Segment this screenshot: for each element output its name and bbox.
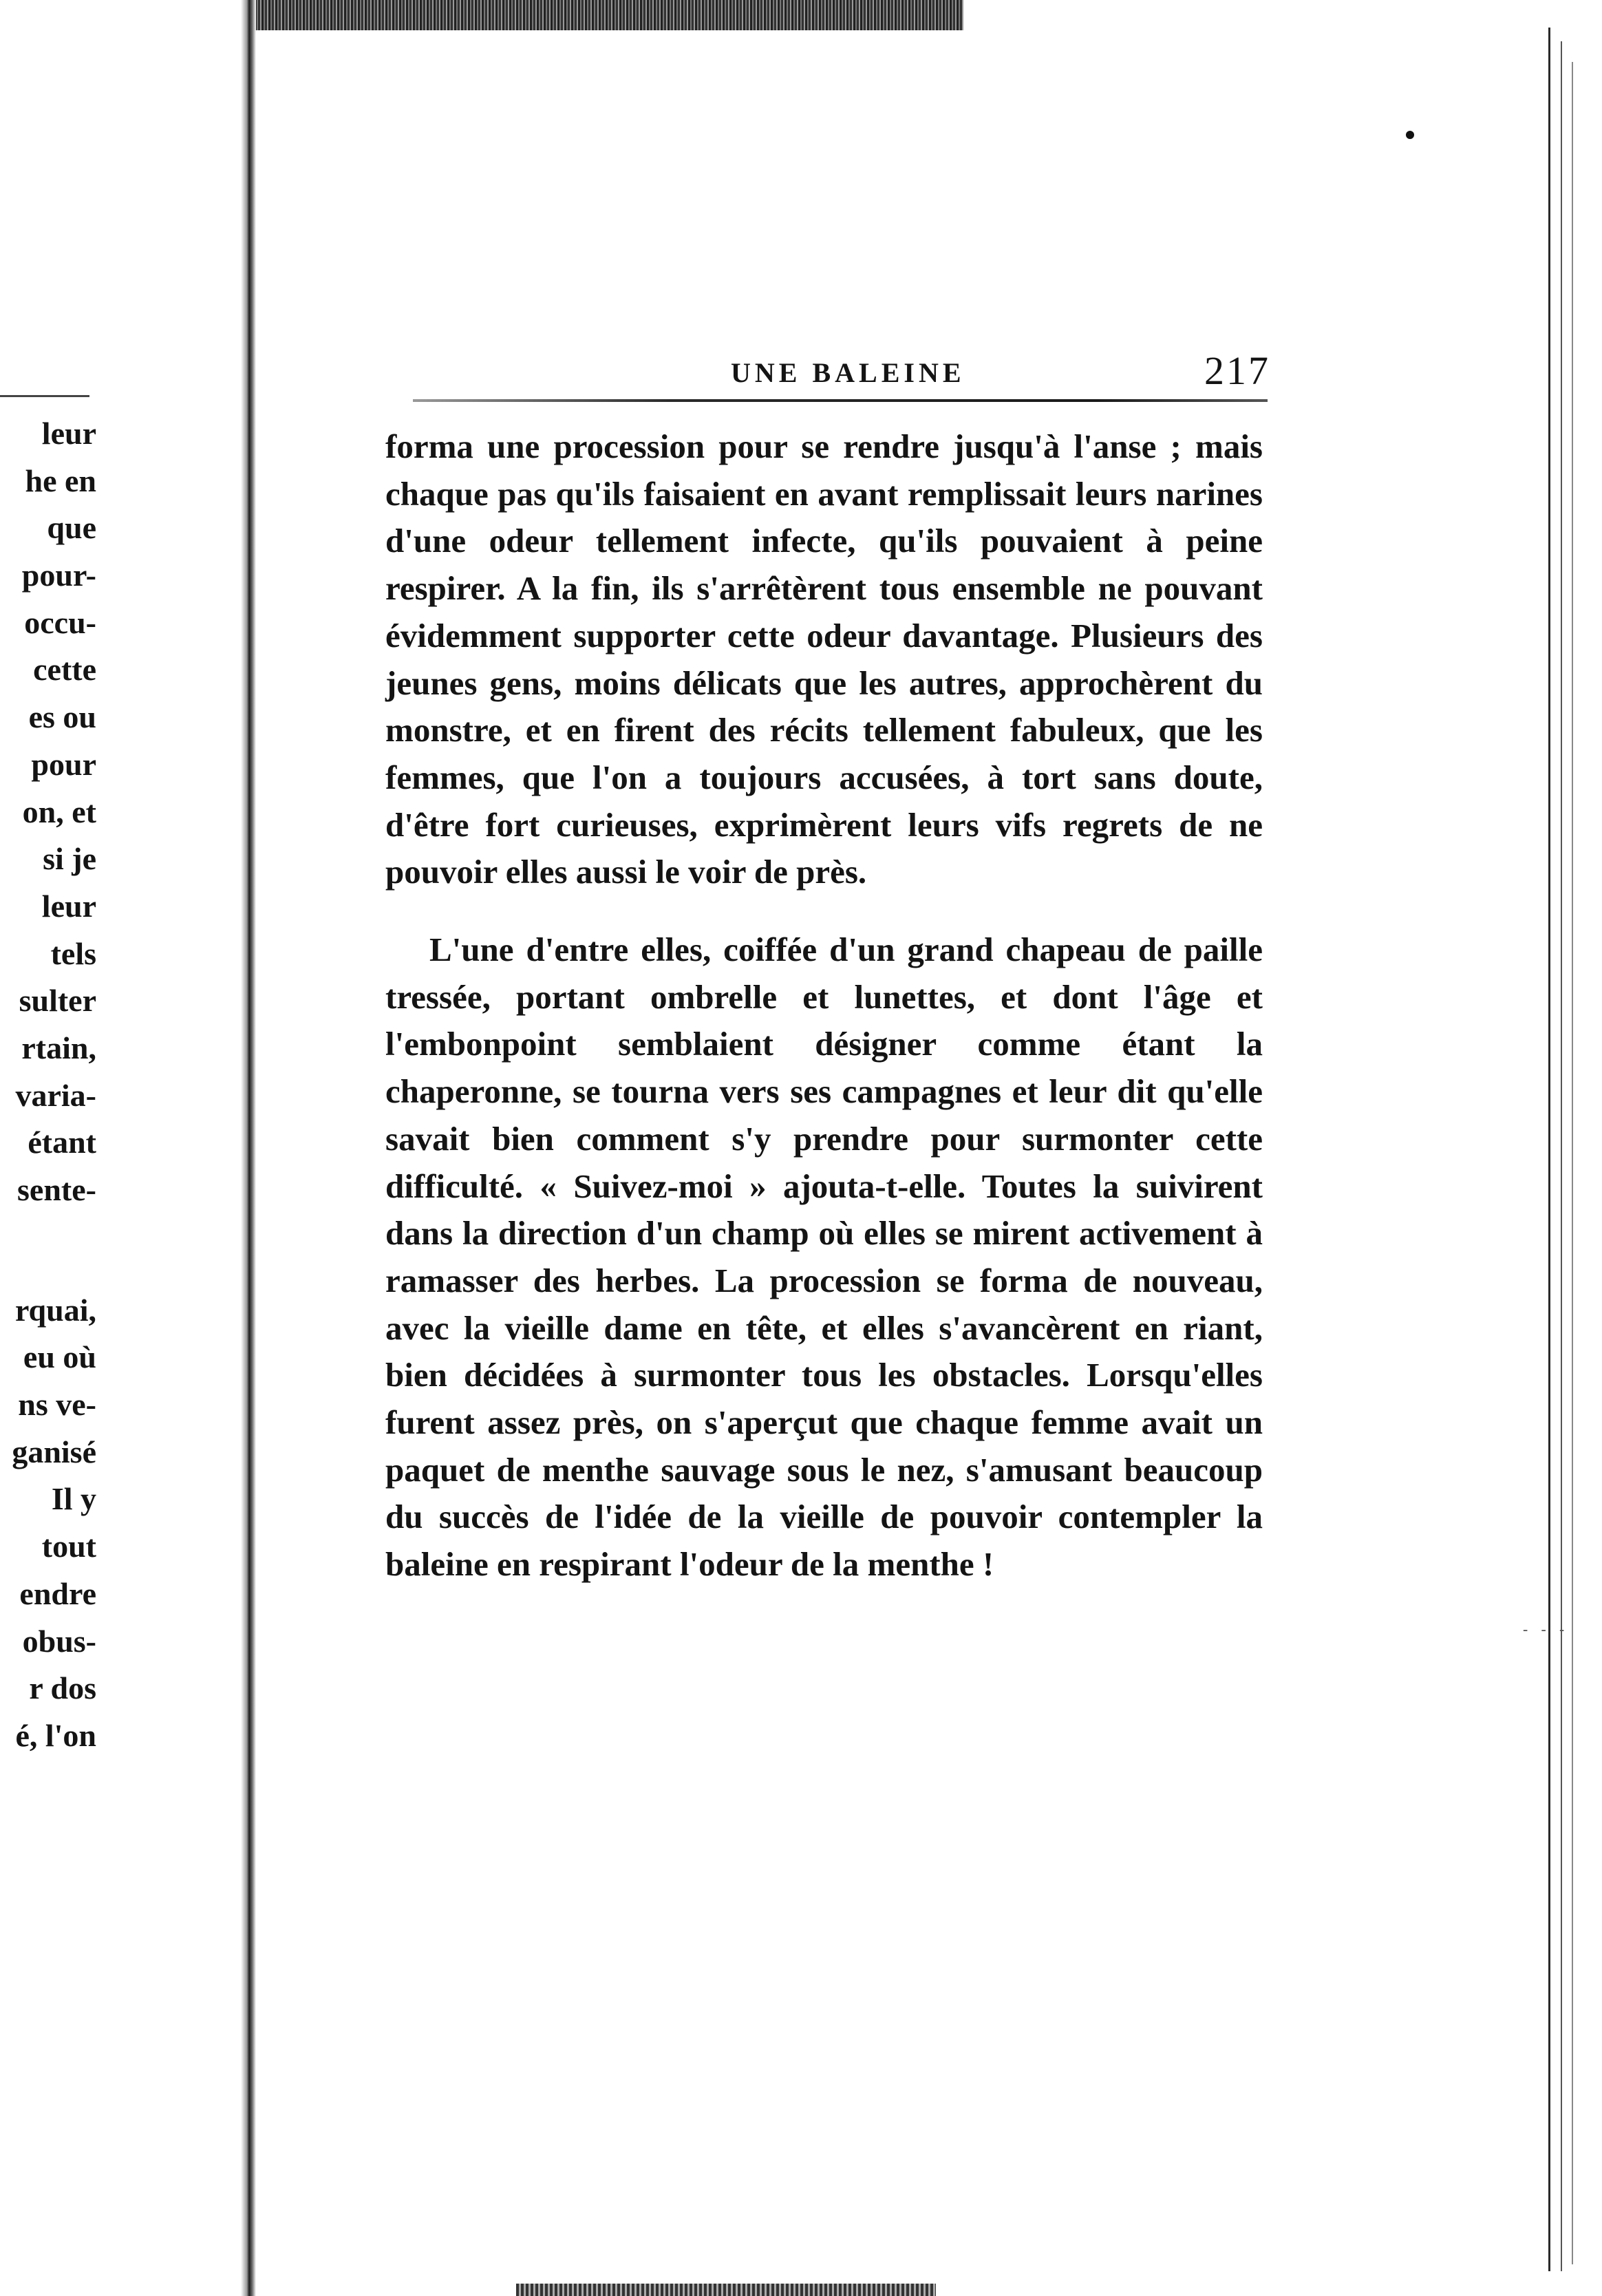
- page-edge-line: [1572, 62, 1573, 2264]
- left-line-fragment: varia-: [15, 1077, 96, 1113]
- left-line-fragment: endre: [19, 1575, 96, 1611]
- book-fold-gutter: [241, 0, 256, 2296]
- left-line-fragment: obus-: [22, 1623, 96, 1659]
- left-line-fragment: pour-: [21, 557, 96, 593]
- left-line-fragment: eu où: [23, 1339, 96, 1375]
- left-page-fragments: [0, 410, 96, 1760]
- running-head: UNE BALEINE: [731, 357, 965, 388]
- left-line-fragment: on, et: [22, 794, 96, 829]
- left-line-fragment: rquai,: [14, 1292, 96, 1328]
- left-line-fragment: sente-: [17, 1172, 96, 1207]
- left-line-fragment: ganisé: [12, 1434, 96, 1469]
- left-line-fragment: ns ve-: [18, 1387, 96, 1423]
- margin-marks: - - -: [1521, 1622, 1567, 1639]
- left-line-fragment: sulter: [19, 983, 96, 1019]
- left-paragraph-gap: [0, 1214, 96, 1287]
- ink-speck: [1406, 131, 1414, 139]
- paragraph: L'une d'entre elles, coiffée d'un grand chapeau de paille tressée, portant ombrelle et lunettes, et dont l'âge et l'embonpoint semblaient désigner comme étant la chaperonne, se tourna vers ses campagnes et leur dit qu'elle savait bien comment s'y prendre pour surmonter cette difficulté. « Suivez-moi » ajouta-t-elle. Toutes la suivirent dans la direction d'un champ où elles se mirent activement à ramasser des herbes. La procession se forma de nouveau, avec la vieille dame en tête, et elles s'avancèrent en riant, bien décidées à surmonter tous les obstacles. Lorsqu'elles furent assez près, on s'aperçut que chaque femme avait un paquet de menthe sauvage sous le nez, s'amusant beaucoup du succès de l'idée de la vieille de pouvoir contempler la baleine en respirant l'odeur de la menthe !: [385, 931, 1263, 1584]
- left-line-fragment: he en: [25, 463, 96, 498]
- page-body: [385, 423, 1263, 1588]
- scan-edge-top: [255, 0, 963, 30]
- page-edge-line: [1548, 28, 1550, 2271]
- left-line-fragment: si je: [43, 841, 96, 877]
- left-line-fragment: é, l'on: [15, 1717, 96, 1753]
- page-edge-line: [1561, 41, 1562, 2271]
- left-line-fragment: rtain,: [21, 1030, 96, 1065]
- paragraph: forma une procession pour se rendre jusqu'à l'anse ; mais chaque pas qu'ils faisaient en avant remplissait leurs narines d'une odeur tellement infecte, qu'ils pouvaient à peine respirer. A la fin, ils s'arrêtèrent tous ensemble ne pouvant évidemment supporter cette odeur davantage. Plusieurs des jeunes gens, moins délicats que les autres, approchèrent du monstre, et en firent des récits tellement fabuleux, que les femmes, que l'on a toujours accusées, à tort sans doute, d'être fort curieuses, exprimèrent leurs vifs regrets de ne pouvoir elles aussi le voir de près.: [385, 427, 1263, 891]
- scan-edge-bottom: [516, 2284, 936, 2296]
- left-line-fragment: pour: [31, 746, 96, 782]
- left-line-fragment: tels: [50, 935, 96, 971]
- left-line-fragment: tout: [41, 1529, 96, 1564]
- left-line-fragment: que: [47, 510, 96, 546]
- left-line-fragment: Il y: [51, 1481, 96, 1517]
- left-line-fragment: leur: [41, 888, 96, 924]
- left-line-fragment: occu-: [24, 604, 96, 640]
- left-page-header-rule: [0, 395, 89, 397]
- left-line-fragment: es ou: [28, 699, 96, 735]
- left-line-fragment: cette: [33, 652, 96, 688]
- left-line-fragment: leur: [41, 416, 96, 451]
- left-line-fragment: étant: [28, 1125, 96, 1160]
- header-rule: [413, 399, 1268, 402]
- left-line-fragment: r dos: [29, 1670, 96, 1706]
- page-number: 217: [1204, 348, 1270, 393]
